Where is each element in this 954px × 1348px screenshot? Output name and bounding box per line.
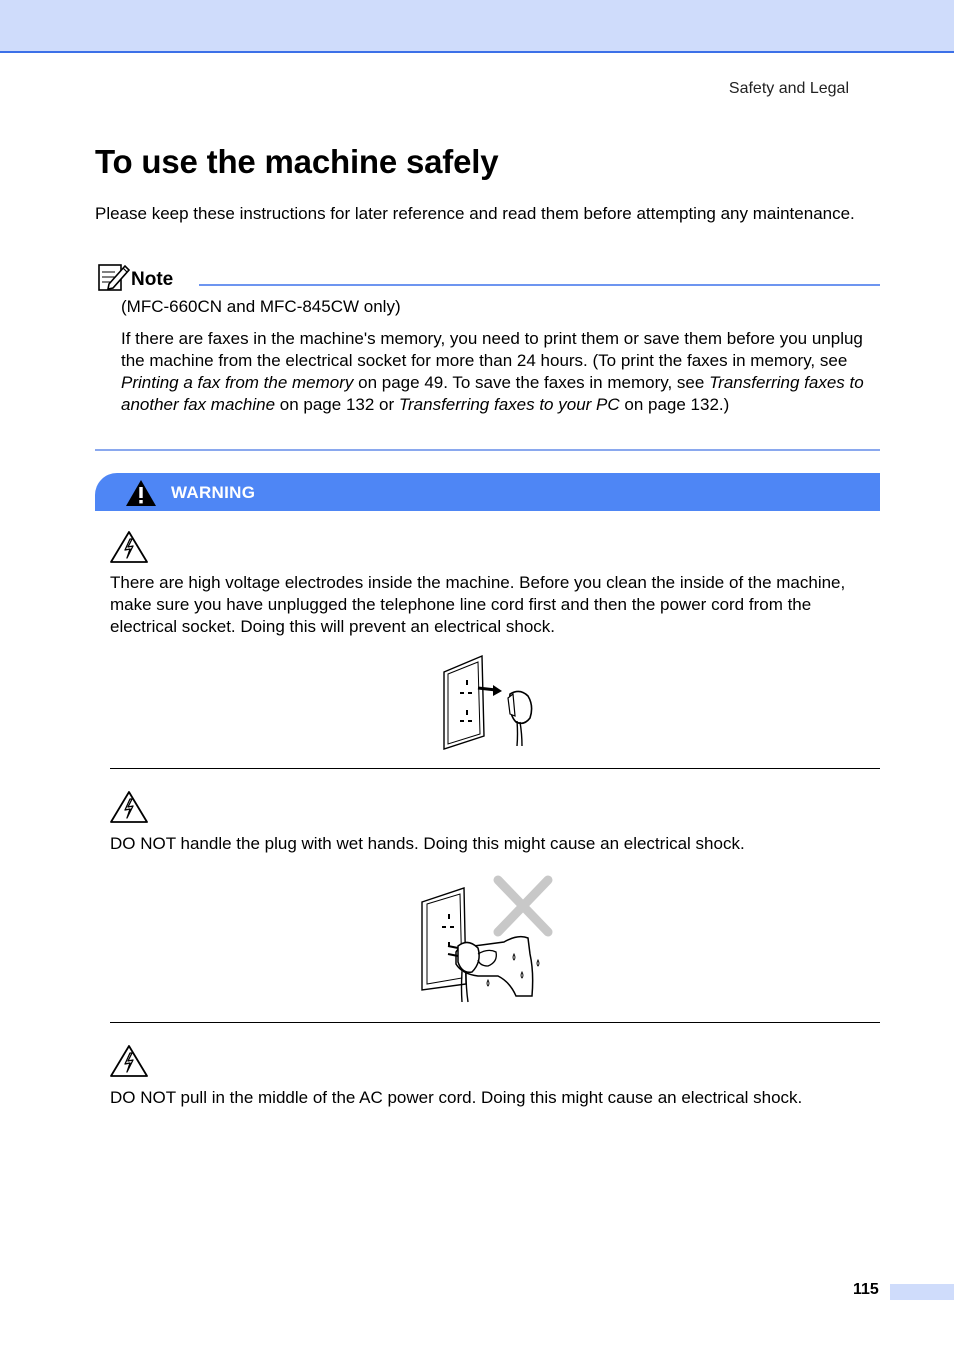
warning-banner	[95, 473, 880, 511]
note-pencil-icon	[97, 262, 131, 292]
note-text: on page 49. To save the faxes in memory, see	[353, 373, 710, 392]
warning-divider	[110, 1022, 880, 1023]
page-number: 115	[853, 1281, 879, 1298]
note-text: on page 132 or	[275, 395, 399, 414]
top-header-band	[0, 0, 954, 53]
page-tab-marker	[890, 1284, 954, 1300]
link-transfer-to-pc: Transferring faxes to your PC	[398, 395, 620, 414]
note-models: (MFC-660CN and MFC-845CW only)	[121, 297, 401, 316]
link-transfer-to-fax-machine: Transferring faxes to another fax machine	[121, 373, 864, 414]
note-label: Note	[131, 269, 174, 290]
header-section-title: Safety and Legal	[728, 80, 849, 97]
warning-label: WARNING	[171, 483, 256, 502]
warning-text-3: DO NOT pull in the middle of the AC power cord. Doing this might cause an electrical shock.	[110, 1088, 803, 1107]
warning-text-1: There are high voltage electrodes inside the machine. Before you clean the inside of the machine, make sure you have unplugged the telephone line cord first and then the power cord from the electrical socket. Doing this will prevent an electrical shock.	[110, 573, 846, 636]
unplug-socket-illustration	[438, 654, 538, 750]
note-text: on page 132.)	[619, 395, 730, 414]
link-print-fax-from-memory: Printing a fax from the memory	[121, 373, 354, 392]
warning-text-2: DO NOT handle the plug with wet hands. Doing this might cause an electrical shock.	[110, 834, 745, 853]
note-paragraph	[121, 328, 883, 416]
warning-divider	[110, 768, 880, 769]
warning-exclamation-icon	[125, 479, 157, 507]
note-top-rule	[199, 284, 880, 286]
note-bottom-rule	[95, 449, 880, 451]
high-voltage-icon	[109, 1044, 149, 1078]
high-voltage-icon	[109, 530, 149, 564]
intro-paragraph: Please keep these instructions for later reference and read them before attempting any maintenance.	[95, 204, 855, 223]
page-title: To use the machine safely	[95, 143, 499, 180]
high-voltage-icon	[109, 790, 149, 824]
wet-hands-plug-illustration	[418, 872, 558, 1006]
note-body	[121, 296, 883, 426]
note-text: If there are faxes in the machine's memory, you need to print them or save them before you unplug the machine from the electrical socket for more than 24 hours. (To print the faxes in memory, see	[121, 329, 863, 370]
